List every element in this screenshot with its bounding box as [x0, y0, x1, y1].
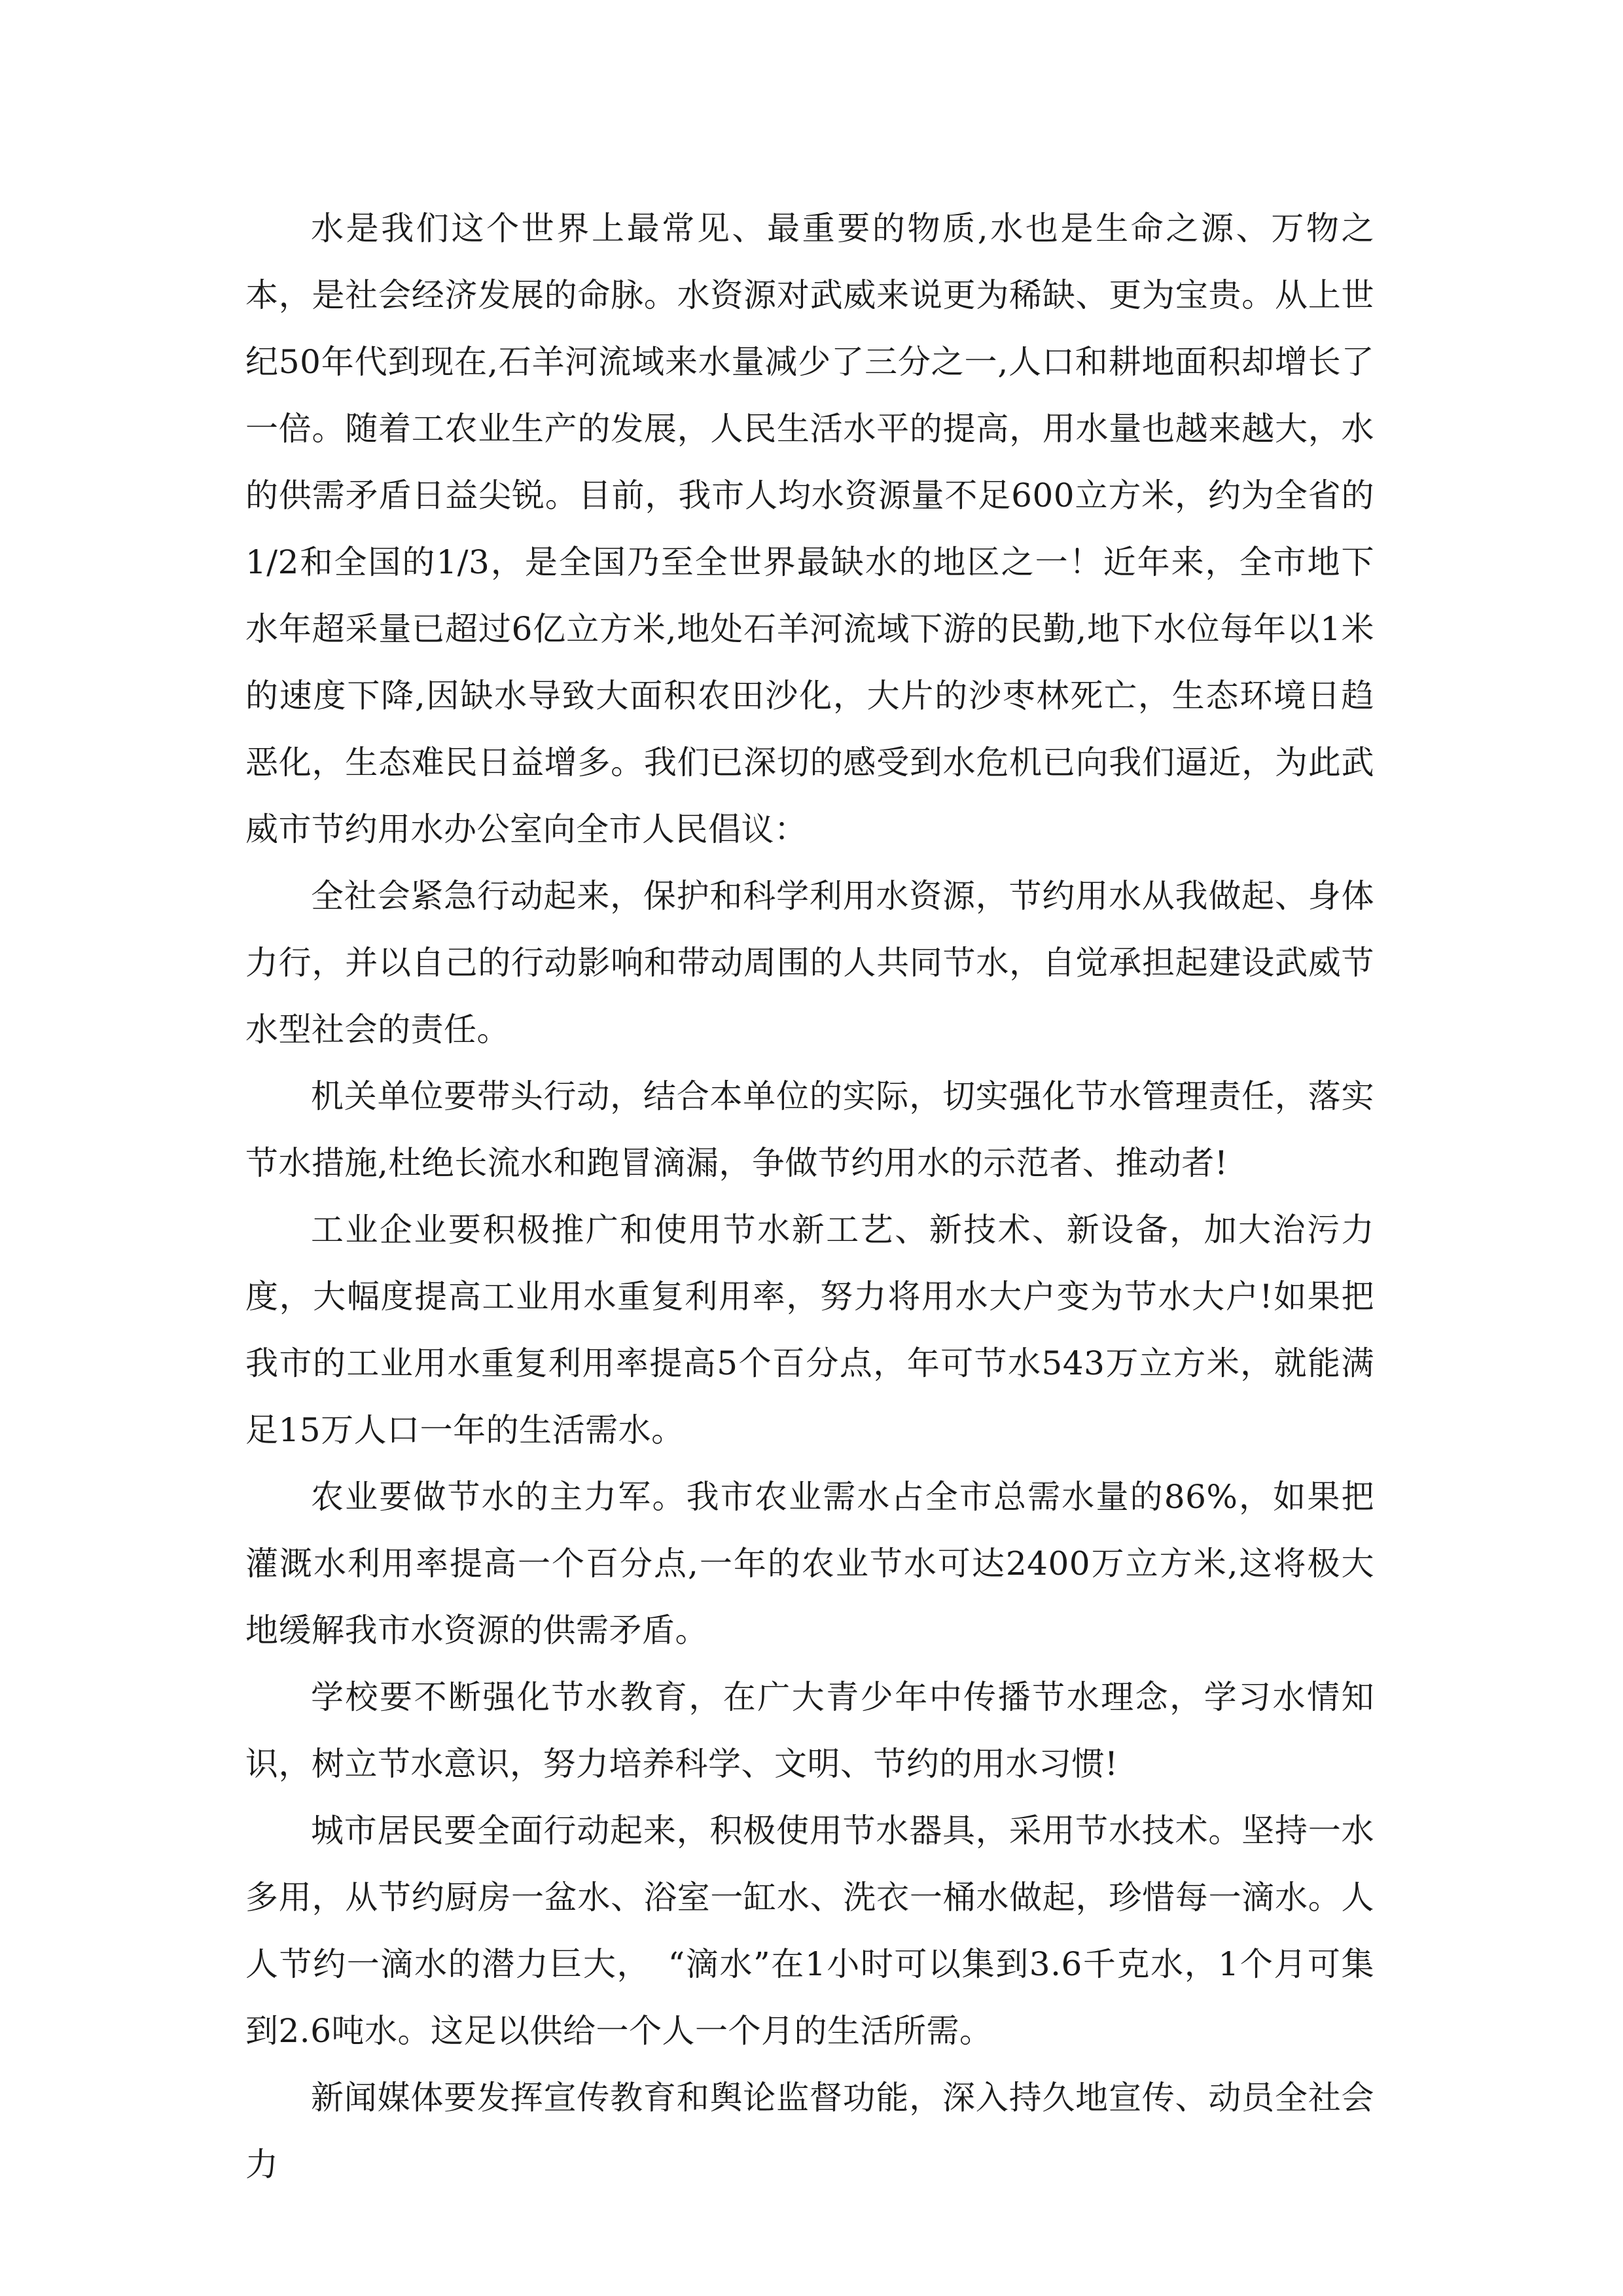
paragraph-government: 机关单位要带头行动，结合本单位的实际，切实强化节水管理责任，落实节水措施,杜绝长流水和跑冒滴漏，争做节约用水的示范者、推动者!: [245, 1077, 1374, 1182]
paragraph-residents: 城市居民要全面行动起来，积极使用节水器具，采用节水技术。坚持一水多用，从节约厨房一盆水、浴室一缸水、洗衣一桶水做起，珍惜每一滴水。人人节约一滴水的潜力巨大， “滴水”在1小时可以集到3.6千克水，1个月可集到2.6吨水。这足以供给一个人一个月的生活所需。: [245, 1812, 1374, 2050]
paragraph-society: 全社会紧急行动起来，保护和科学利用水资源，节约用水从我做起、身体力行，并以自己的行动影响和带动周围的人共同节水，自觉承担起建设武威节水型社会的责任。: [245, 877, 1374, 1049]
paragraph-intro: 水是我们这个世界上最常见、最重要的物质,水也是生命之源、万物之本，是社会经济发展的命脉。水资源对武威来说更为稀缺、更为宝贵。从上世纪50年代到现在,石羊河流域来水量减少了三分之一,人口和耕地面积却增长了一倍。随着工农业生产的发展，人民生活水平的提高，用水量也越来越大，水的供需矛盾日益尖锐。目前，我市人均水资源量不足600立方米，约为全省的1/2和全国的1/3，是全国乃至全世界最缺水的地区之一！近年来，全市地下水年超采量已超过6亿立方米,地处石羊河流域下游的民勤,地下水位每年以1米的速度下降,因缺水导致大面积农田沙化，大片的沙枣林死亡，生态环境日趋恶化，生态难民日益增多。我们已深切的感受到水危机已向我们逼近，为此武威市节约用水办公室向全市人民倡议：: [245, 209, 1374, 848]
body-text: [245, 195, 1374, 2198]
paragraph-industry: 工业企业要积极推广和使用节水新工艺、新技术、新设备，加大治污力度，大幅度提高工业用水重复利用率，努力将用水大户变为节水大户!如果把我市的工业用水重复利用率提高5个百分点，年可节水543万立方米，就能满足15万人口一年的生活需水。: [245, 1211, 1374, 1449]
paragraph-media: 新闻媒体要发挥宣传教育和舆论监督功能，深入持久地宣传、动员全社会力: [245, 2079, 1374, 2183]
paragraph-schools: 学校要不断强化节水教育，在广大青少年中传播节水理念，学习水情知识，树立节水意识，努力培养科学、文明、节约的用水习惯!: [245, 1678, 1374, 1783]
paragraph-agriculture: 农业要做节水的主力军。我市农业需水占全市总需水量的86%，如果把灌溉水利用率提高一个百分点,一年的农业节水可达2400万立方米,这将极大地缓解我市水资源的供需矛盾。: [245, 1478, 1374, 1649]
